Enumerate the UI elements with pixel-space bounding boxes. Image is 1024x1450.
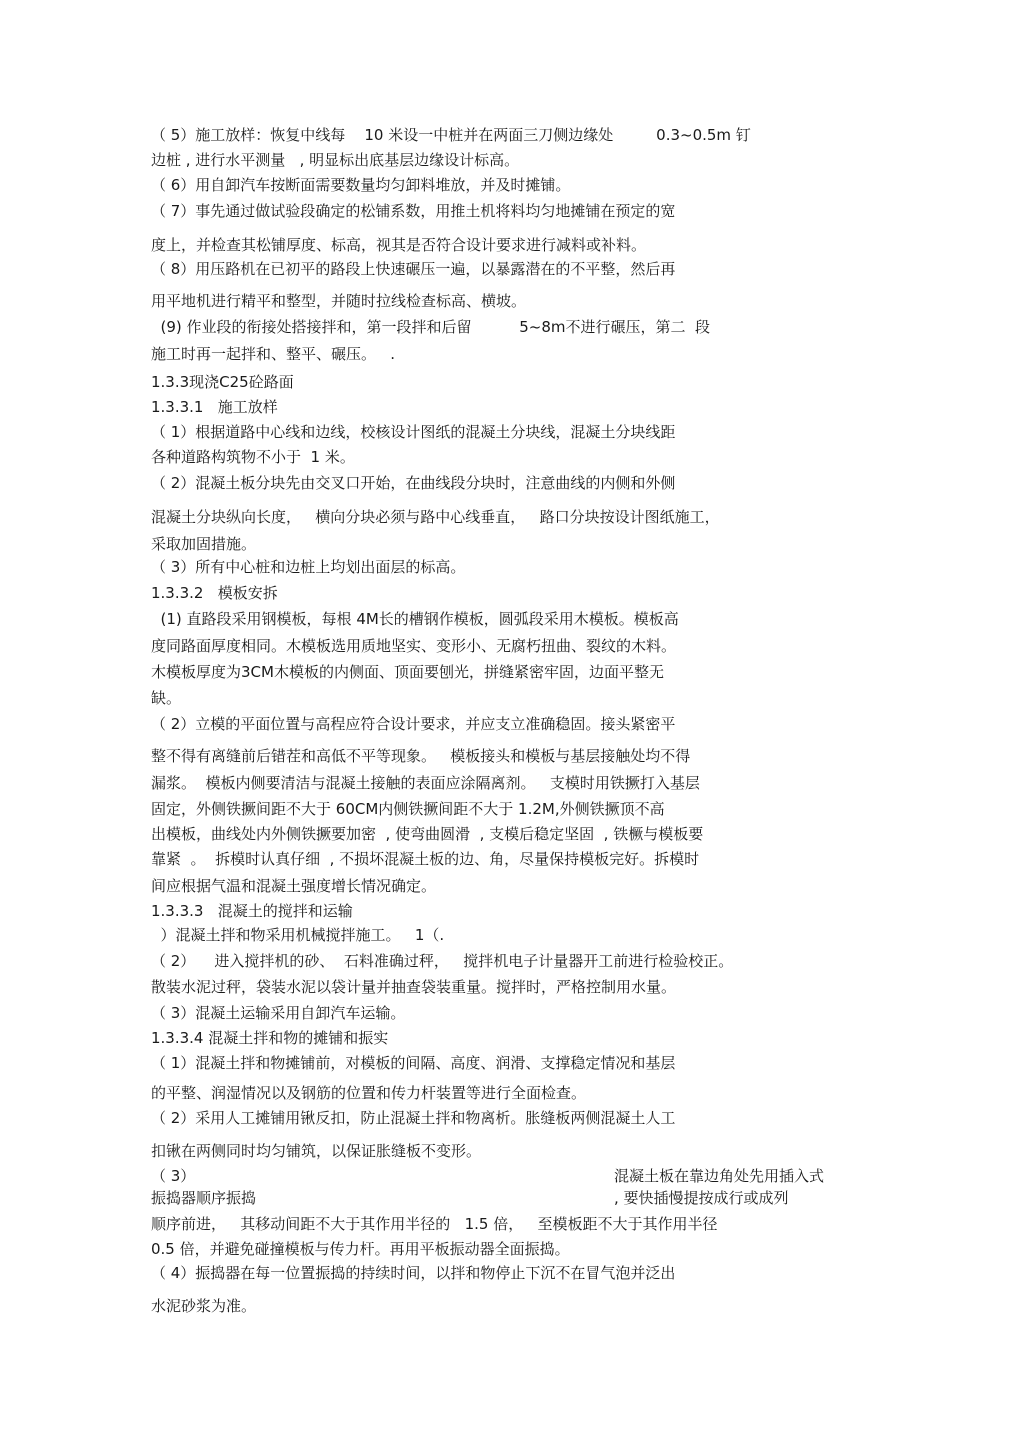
- text-line: 靠紧 。 拆模时认真仔细 , 不损坏混凝土板的边、角，尽量保持模板完好。拆模时: [151, 850, 700, 868]
- text-line: (9) 作业段的衔接处搭接拌和，第一段拌和后留 5~8m不进行碾压，第二 段: [151, 318, 711, 336]
- text-line: 木模板厚度为3CM木模板的内侧面、顶面要刨光，拼缝紧密牢固，边面平整无: [151, 663, 664, 681]
- text-line: （ 5）施工放样：恢复中线每 10 米设一中桩并在两面三刀侧边缘处 0.3~0.5m 钉: [151, 126, 751, 144]
- text-line: 振捣器顺序振捣: [151, 1189, 257, 1207]
- text-line: ）混凝土拌和物采用机械搅拌施工。 1（.: [151, 926, 445, 944]
- section-heading: 1.3.3现浇C25砼路面: [151, 373, 294, 391]
- text-line: 各种道路构筑物不小于 1 米。: [151, 448, 355, 466]
- text-line: 顺序前进， 其移动间距不大于其作用半径的 1.5 倍， 至模板距不大于其作用半径: [151, 1215, 718, 1233]
- text-line: 固定，外侧铁撅间距不大于 60CM内侧铁撅间距不大于 1.2M,外侧铁撅顶不高: [151, 800, 665, 818]
- text-line: 水泥砂浆为准。: [151, 1297, 257, 1315]
- text-line: （ 1）根据道路中心线和边线，校核设计图纸的混凝土分块线，混凝土分块线距: [151, 423, 676, 441]
- text-line: 施工时再一起拌和、整平、碾压。 .: [151, 345, 396, 363]
- text-line: （ 3）所有中心桩和边桩上均划出面层的标高。: [151, 558, 466, 576]
- text-line: 混凝土分块纵向长度， 横向分块必须与路中心线垂直， 路口分块按设计图纸施工，: [151, 508, 720, 526]
- text-line: （ 6）用自卸汽车按断面需要数量均匀卸料堆放，并及时摊铺。: [151, 176, 571, 194]
- subsection-heading: 1.3.3.4 混凝土拌和物的摊铺和振实: [151, 1029, 389, 1047]
- text-line: （ 2）混凝土板分块先由交叉口开始，在曲线段分块时，注意曲线的内侧和外侧: [151, 474, 676, 492]
- text-line: 0.5 倍，并避免碰撞模板与传力杆。再用平板振动器全面振捣。: [151, 1240, 570, 1258]
- text-line: 扣锹在两侧同时均匀铺筑，以保证胀缝板不变形。: [151, 1142, 482, 1160]
- text-line: 边桩 , 进行水平测量 , 明显标出底基层边缘设计标高。: [151, 151, 520, 169]
- subsection-heading: 1.3.3.2 模板安拆: [151, 584, 278, 602]
- subsection-heading: 1.3.3.1 施工放样: [151, 398, 278, 416]
- subsection-heading: 1.3.3.3 混凝土的搅拌和运输: [151, 902, 353, 920]
- text-line: （ 2）采用人工摊铺用锹反扣，防止混凝土拌和物离析。胀缝板两侧混凝土人工: [151, 1109, 676, 1127]
- text-line: 漏浆。 模板内侧要清洁与混凝土接触的表面应涂隔离剂。 支模时用铁撅打入基层: [151, 774, 700, 792]
- text-line: , 要快插慢提按成行或成列: [614, 1189, 789, 1207]
- text-line: （ 3）混凝土运输采用自卸汽车运输。: [151, 1004, 406, 1022]
- text-line: 散装水泥过秤，袋装水泥以袋计量并抽查袋装重量。搅拌时，严格控制用水量。: [151, 978, 677, 996]
- text-line: 间应根据气温和混凝土强度增长情况确定。: [151, 877, 437, 895]
- text-line: （ 4）振捣器在每一位置振捣的持续时间，以拌和物停止下沉不在冒气泡并泛出: [151, 1264, 676, 1282]
- text-line: （ 1）混凝土拌和物摊铺前，对模板的间隔、高度、润滑、支撑稳定情况和基层: [151, 1054, 676, 1072]
- text-line: （ 2） 进入搅拌机的砂、 石料准确过秤， 搅拌机电子计量器开工前进行检验校正。: [151, 952, 734, 970]
- text-line: 缺。: [151, 689, 182, 707]
- text-line: 度上，并检查其松铺厚度、标高，视其是否符合设计要求进行减料或补料。: [151, 236, 647, 254]
- text-line: （ 7）事先通过做试验段确定的松铺系数，用推土机将料均匀地摊铺在预定的宽: [151, 202, 676, 220]
- text-line: 的平整、润湿情况以及钢筋的位置和传力杆装置等进行全面检查。: [151, 1084, 587, 1102]
- text-line: 混凝土板在靠边角处先用插入式: [614, 1167, 825, 1185]
- text-line: （ 8）用压路机在已初平的路段上快速碾压一遍，以暴露潜在的不平整，然后再: [151, 260, 676, 278]
- text-line: 采取加固措施。: [151, 535, 257, 553]
- text-line: （ 3）: [151, 1167, 196, 1185]
- text-line: (1) 直路段采用钢模板，每根 4M长的槽钢作模板，圆弧段采用木模板。模板高: [151, 610, 679, 628]
- text-line: 出模板，曲线处内外侧铁撅要加密 , 使弯曲圆滑 , 支模后稳定坚固 , 铁橛与模板要: [151, 825, 704, 843]
- text-line: 整不得有离缝前后错茬和高低不平等现象。 模板接头和模板与基层接触处均不得: [151, 747, 691, 765]
- text-line: 度同路面厚度相同。木模板选用质地坚实、变形小、无腐朽扭曲、裂纹的木料。: [151, 637, 677, 655]
- text-line: （ 2）立模的平面位置与高程应符合设计要求，并应支立准确稳固。接头紧密平: [151, 715, 676, 733]
- text-line: 用平地机进行精平和整型，并随时拉线检查标高、横坡。: [151, 292, 527, 310]
